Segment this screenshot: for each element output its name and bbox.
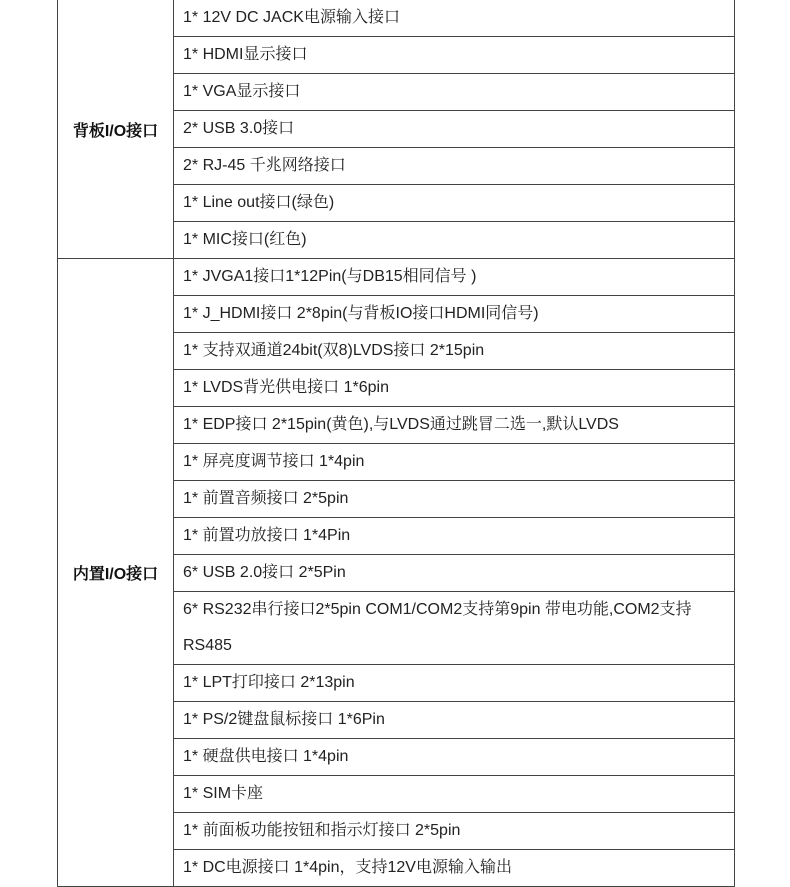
category-internal-io: 内置I/O接口 [58,259,174,887]
spec-item: 1* SIM卡座 [174,776,735,813]
spec-item: 1* 屏亮度调节接口 1*4pin [174,444,735,481]
spec-item: 1* Line out接口(绿色) [174,185,735,222]
spec-item: 1* 前置音频接口 2*5pin [174,481,735,518]
spec-item: 6* USB 2.0接口 2*5Pin [174,555,735,592]
spec-item: 1* MIC接口(红色) [174,222,735,259]
spec-item: 2* RJ-45 千兆网络接口 [174,148,735,185]
spec-item: 1* LPT打印接口 2*13pin [174,665,735,702]
table-row [58,0,735,37]
spec-item: 6* RS232串行接口2*5pin COM1/COM2支持第9pin 带电功能,COM2支持RS485 [174,592,735,665]
spec-item: 1* 12V DC JACK电源输入接口 [174,0,735,37]
spec-item: 1* 前面板功能按钮和指示灯接口 2*5pin [174,813,735,850]
spec-item: 1* DC电源接口 1*4pin，支持12V电源输入输出 [174,850,735,887]
spec-item: 1* 支持双通道24bit(双8)LVDS接口 2*15pin [174,333,735,370]
spec-item: 1* HDMI显示接口 [174,37,735,74]
io-spec-table [57,0,735,887]
spec-item: 1* PS/2键盘鼠标接口 1*6Pin [174,702,735,739]
spec-item: 2* USB 3.0接口 [174,111,735,148]
spec-item: 1* JVGA1接口1*12Pin(与DB15相同信号 ) [174,259,735,296]
table-row [58,259,735,296]
category-rear-io: 背板I/O接口 [58,0,174,259]
spec-item: 1* EDP接口 2*15pin(黄色),与LVDS通过跳冒二选一,默认LVDS [174,407,735,444]
spec-item: 1* VGA显示接口 [174,74,735,111]
spec-item: 1* J_HDMI接口 2*8pin(与背板IO接口HDMI同信号) [174,296,735,333]
spec-item: 1* 硬盘供电接口 1*4pin [174,739,735,776]
spec-item: 1* LVDS背光供电接口 1*6pin [174,370,735,407]
spec-item: 1* 前置功放接口 1*4Pin [174,518,735,555]
